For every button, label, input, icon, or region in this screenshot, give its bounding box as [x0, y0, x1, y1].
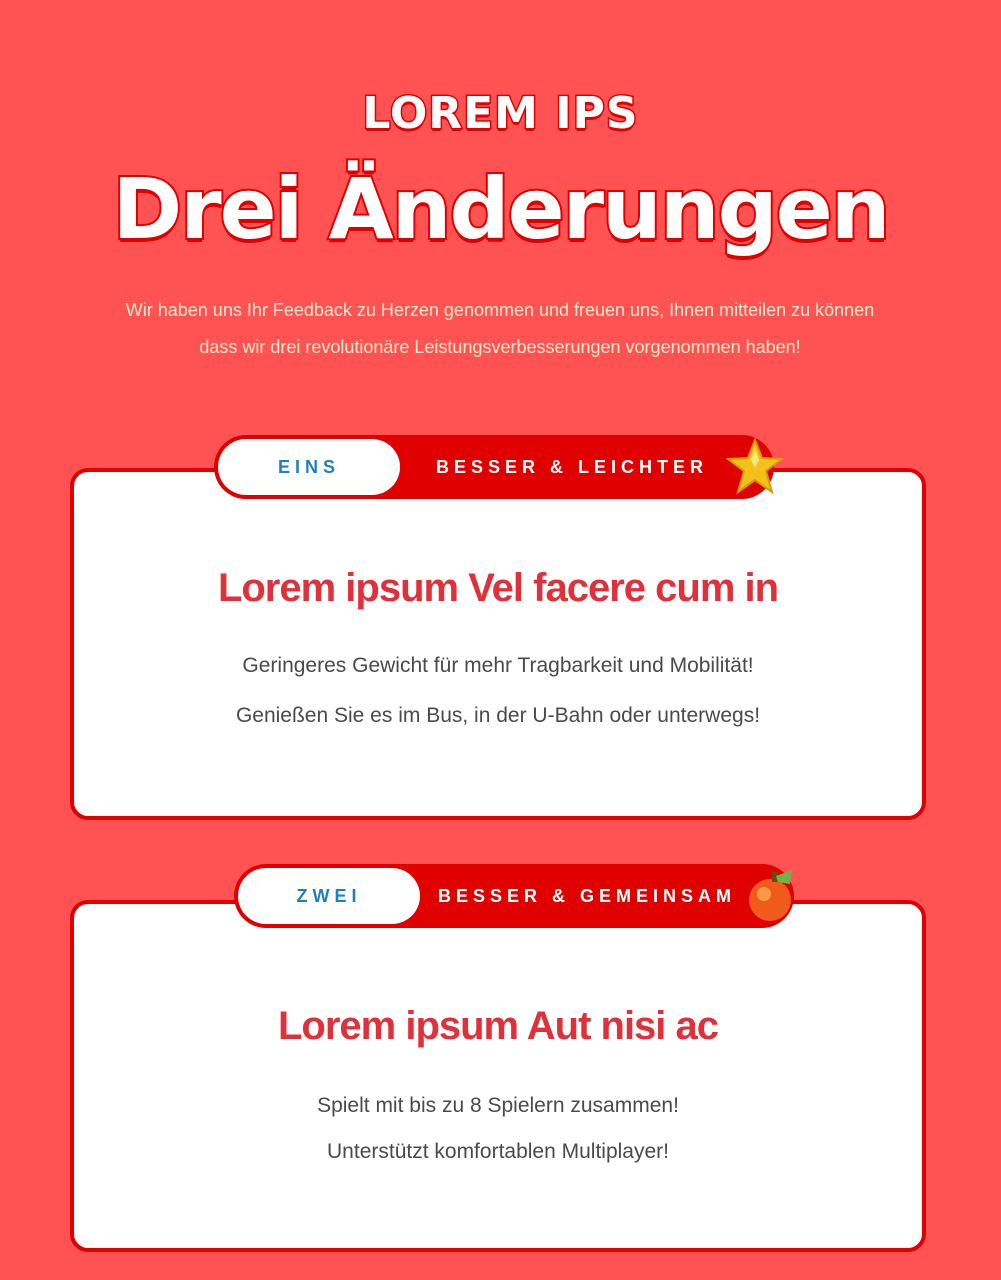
- page-title: Drei Änderungen: [112, 160, 889, 258]
- feature-card-2: [70, 900, 926, 1252]
- feature-pill-2: [234, 864, 794, 928]
- feature-card-1: [70, 468, 926, 820]
- feature-number: ZWEI: [238, 868, 420, 924]
- feature-line-2: Unterstützt komfortablen Multiplayer!: [327, 1140, 669, 1163]
- pixel-orange-icon: [746, 868, 798, 924]
- feature-line-1: Spielt mit bis zu 8 Spielern zusammen!: [317, 1094, 679, 1117]
- feature-line-2: Genießen Sie es im Bus, in der U-Bahn oder unterwegs!: [235, 704, 761, 727]
- feature-title: Lorem ipsum Aut nisi ac: [277, 1004, 719, 1048]
- feature-pill-1: [214, 435, 774, 499]
- feature-line-1: Geringeres Gewicht für mehr Tragbarkeit und Mobilität!: [242, 654, 754, 677]
- feature-title: Lorem ipsum Vel facere cum in: [217, 566, 779, 610]
- feature-number: EINS: [218, 439, 400, 495]
- feature-tag: BESSER & GEMEINSAM: [438, 885, 737, 906]
- intro-line-1: Wir haben uns Ihr Feedback zu Herzen genommen und freuen uns, Ihnen mitteilen zu können: [125, 300, 875, 320]
- eyebrow-title: LOREM IPS: [362, 88, 639, 139]
- intro-line-2: dass wir drei revolutionäre Leistungsverbesserungen vorgenommen haben!: [199, 337, 801, 357]
- feature-tag: BESSER & LEICHTER: [436, 456, 709, 477]
- pixel-star-icon: [726, 438, 784, 496]
- intro-text: [100, 292, 900, 366]
